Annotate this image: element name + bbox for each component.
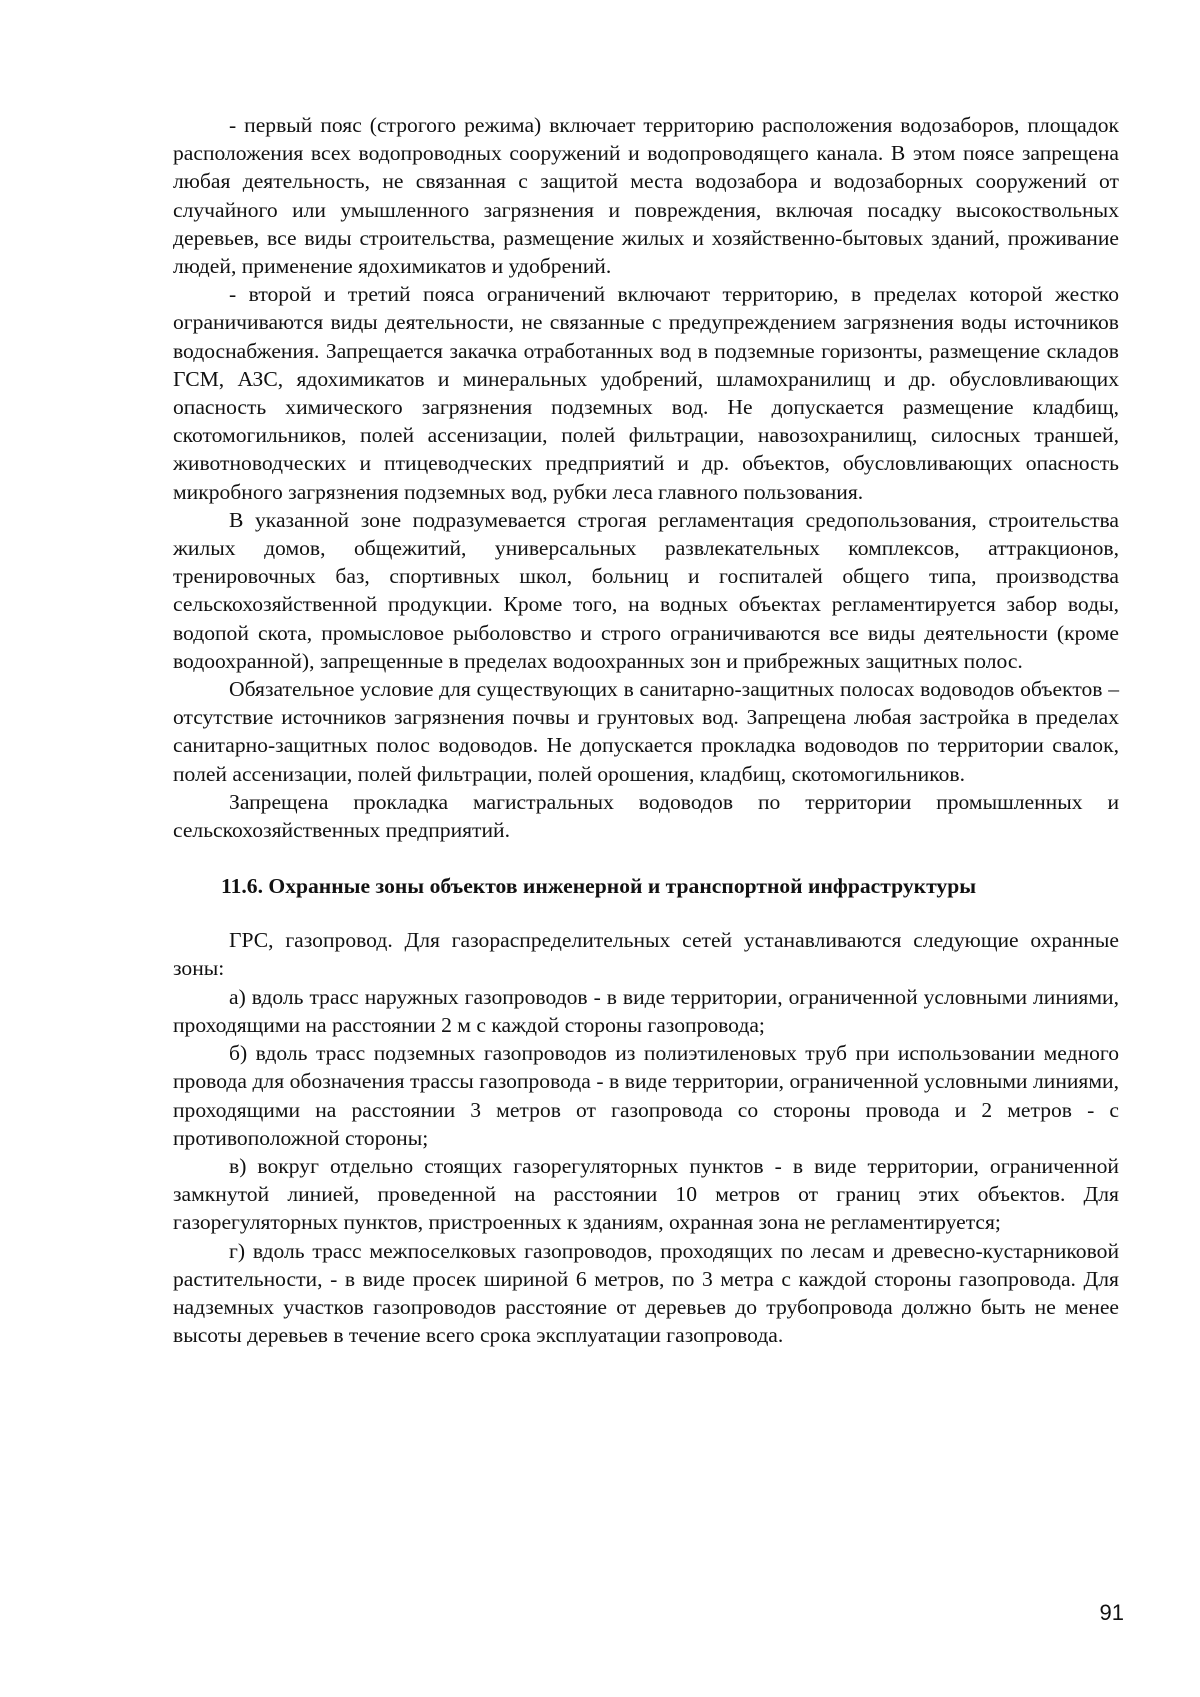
section-heading: 11.6. Охранные зоны объектов инженерной и транспортной инфраструктуры bbox=[221, 874, 977, 899]
document-body bbox=[173, 111, 1119, 1349]
paragraph-item-b: б) вдоль трасс подземных газопроводов из полиэтиленовых труб при использовании медного провода для обозначения трассы газопровода - в виде территории, ограниченной условными линиями, проходящими на расстоянии 3 метров от газопровода со стороны провода и 2 метров - с противоположной стороны; bbox=[173, 1041, 1119, 1150]
paragraph-item-a: а) вдоль трасс наружных газопроводов - в виде территории, ограниченной условными линиями, проходящими на расстоянии 2 м с каждой стороны газопровода; bbox=[173, 984, 1119, 1037]
paragraph-second-third-belts: - второй и третий пояса ограничений включают территорию, в пределах которой жестко ограничиваются виды деятельности, не связанные с предупреждением загрязнения воды источников водоснабжения. Запрещается закачка отработанных вод в подземные горизонты, размещение складов ГСМ, АЗС, ядохимикатов и минеральных удобрений, шламохранилищ и др. обусловливающих опасность химического загрязнения подземных вод. Не допускается размещение кладбищ, скотомогильников, полей ассенизации, полей фильтрации, навозохранилищ, силосных траншей, животноводческих и птицеводческих предприятий и др. объектов, обусловливающих опасность микробного загрязнения подземных вод, рубки леса главного пользования. bbox=[173, 282, 1119, 504]
paragraph-item-v: в) вокруг отдельно стоящих газорегуляторных пунктов - в виде территории, ограниченной замкнутой линией, проведенной на расстоянии 10 метров от границ этих объектов. Для газорегуляторных пунктов, пристроенных к зданиям, охранная зона не регламентируется; bbox=[173, 1153, 1119, 1235]
paragraph-zone-regulation: В указанной зоне подразумевается строгая регламентация средопользования, строительства жилых домов, общежитий, универсальных развлекательных комплексов, аттракционов, тренировочных баз, спортивных школ, больниц и госпиталей общего типа, производства сельскохозяйственной продукции. Кроме того, на водных объектах регламентируется забор воды, водопой скота, промысловое рыболовство и строго ограничиваются все виды деятельности (кроме водоохранной), запрещенные в пределах водоохранных зон и прибрежных защитных полос. bbox=[173, 507, 1119, 673]
paragraph-water-conduits-condition: Обязательное условие для существующих в санитарно-защитных полосах водоводов объектов – отсутствие источников загрязнения почвы и грунтовых вод. Запрещена любая застройка в пределах санитарно-защитных полос водоводов. Не допускается прокладка водоводов по территории свалок, полей ассенизации, полей фильтрации, полей орошения, кладбищ, скотомогильников. bbox=[173, 677, 1119, 786]
paragraph-main-conduits-ban: Запрещена прокладка магистральных водоводов по территории промышленных и сельскохозяйственных предприятий. bbox=[173, 789, 1119, 843]
paragraph-first-belt: - первый пояс (строгого режима) включает территорию расположения водозаборов, площадок расположения всех водопроводных сооружений и водопроводящего канала. В этом поясе запрещена любая деятельность, не связанная с защитой места водозабора и водозаборных сооружений от случайного или умышленного загрязнения и повреждения, включая посадку высокоствольных деревьев, все виды строительства, размещение жилых и хозяйственно-бытовых зданий, проживание людей, применение ядохимикатов и удобрений. bbox=[173, 113, 1119, 279]
paragraph-gas-intro: ГРС, газопровод. Для газораспределительных сетей устанавливаются следующие охранные зоны: bbox=[173, 928, 1119, 981]
page-number: 91 bbox=[1099, 1600, 1124, 1625]
paragraph-item-g: г) вдоль трасс межпоселковых газопроводов, проходящих по лесам и древесно-кустарниковой растительности, - в виде просек шириной 6 метров, по 3 метра с каждой стороны газопровода. Для надземных участков газопроводов расстояние от деревьев до трубопровода должно быть не менее высоты деревьев в течение всего срока эксплуатации газопровода. bbox=[173, 1238, 1119, 1348]
